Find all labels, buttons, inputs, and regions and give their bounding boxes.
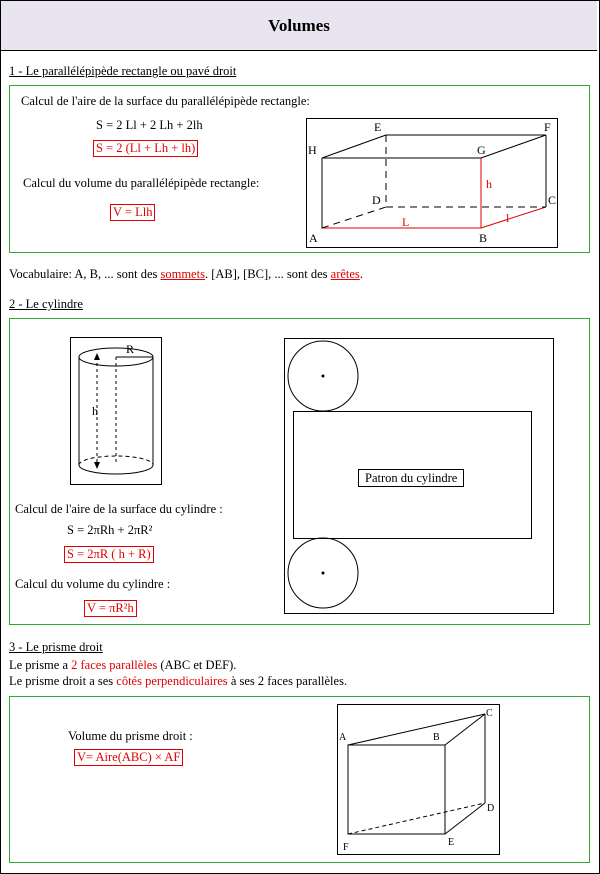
s3-line2-prefix: Le prisme droit a ses (9, 674, 117, 688)
s1-label-l: l (506, 211, 510, 225)
s3-label-C: C (486, 708, 493, 719)
vocabulary-line (9, 267, 363, 282)
parallelepiped-diagram (306, 118, 558, 248)
s2-area-intro: Calcul de l'aire de la surface du cylindre : (15, 502, 223, 516)
s3-label-E: E (448, 837, 455, 848)
s3-line2-suffix: à ses 2 faces parallèles. (227, 674, 348, 688)
s3-label-A: A (339, 732, 347, 743)
s2-area-formula: S = 2πRh + 2πR² (67, 523, 153, 537)
s3-line1 (9, 658, 236, 673)
s1-label-C: C (548, 193, 557, 207)
section2-box (9, 318, 590, 625)
section1-box (9, 85, 590, 253)
section3-heading: 3 - Le prisme droit (9, 640, 103, 654)
section3-box (9, 696, 590, 863)
vocab-aretes: arêtes (330, 267, 360, 281)
section2-heading: 2 - Le cylindre (9, 297, 83, 311)
s3-line1-red: 2 faces parallèles (71, 658, 158, 672)
s1-label-L: L (402, 215, 410, 229)
s1-label-D: D (372, 193, 381, 207)
cylinder-diagram (70, 337, 162, 485)
s3-volume-formula: V= Aire(ABC) × AF (74, 749, 183, 766)
s1-label-H: H (308, 143, 317, 157)
s3-volume-intro: Volume du prisme droit : (68, 729, 193, 743)
s2-volume-formula: V = πR²h (84, 600, 137, 617)
s1-label-G: G (477, 143, 486, 157)
prism-diagram (337, 704, 500, 855)
vocab-prefix: Vocabulaire: A, B, ... sont des (9, 267, 161, 281)
s1-label-F: F (544, 120, 551, 134)
s1-area-formula: S = 2 Ll + 2 Lh + 2lh (96, 118, 203, 132)
s3-label-B: B (433, 732, 440, 743)
s3-line1-suffix: (ABC et DEF). (157, 658, 237, 672)
s2-area-formula-boxed: S = 2πR ( h + R) (64, 546, 154, 563)
s3-line2 (9, 674, 347, 689)
s2-volume-intro: Calcul du volume du cylindre : (15, 577, 171, 591)
s3-line2-red: côtés perpendiculaires (116, 674, 228, 688)
s1-area-formula-boxed: S = 2 (Ll + Lh + lh) (93, 140, 198, 157)
s3-label-D: D (487, 803, 495, 814)
s1-label-B: B (479, 231, 488, 245)
s1-label-A: A (309, 231, 318, 245)
vocab-sommets: sommets (160, 267, 205, 281)
s1-label-E: E (374, 120, 382, 134)
vocab-suffix: . (359, 267, 363, 281)
cylinder-label-R: R (126, 342, 135, 356)
s3-line1-prefix: Le prisme a (9, 658, 72, 672)
section1-heading: 1 - Le parallélépipède rectangle ou pavé droit (9, 64, 237, 78)
page-title: Volumes (1, 1, 597, 51)
s1-volume-formula: V = Llh (110, 204, 155, 221)
s1-label-h: h (486, 177, 492, 191)
cylinder-label-h: h (92, 404, 98, 418)
s1-volume-intro: Calcul du volume du parallélépipède rectangle: (23, 176, 260, 190)
vocab-middle: . [AB], [BC], ... sont des (204, 267, 331, 281)
s1-area-intro: Calcul de l'aire de la surface du parallélépipède rectangle: (21, 94, 310, 108)
cylinder-net-label: Patron du cylindre (358, 469, 464, 487)
s3-label-F: F (343, 842, 349, 853)
